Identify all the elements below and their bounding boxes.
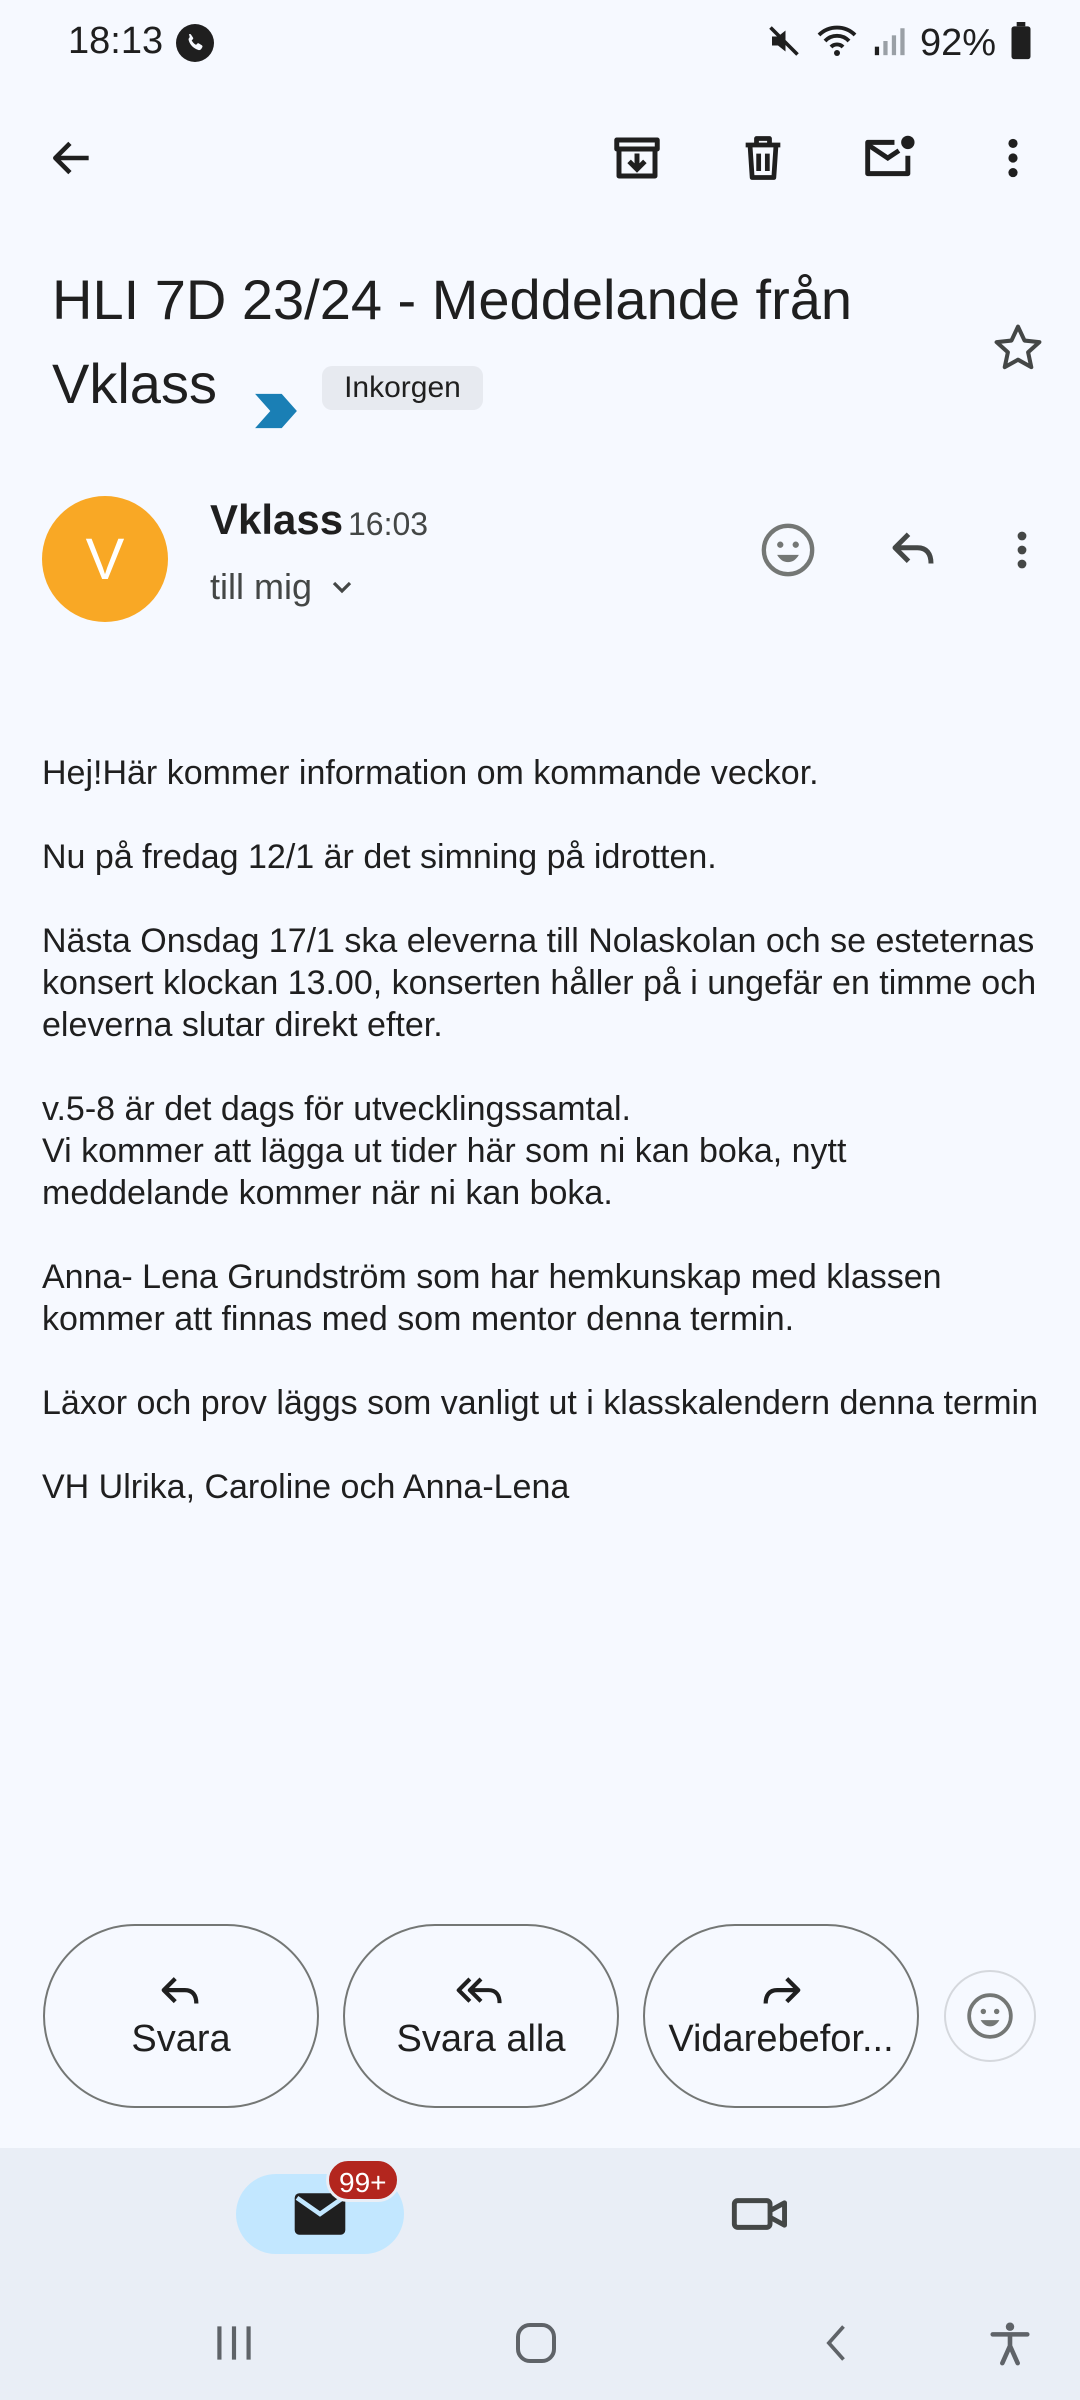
status-bar xyxy=(0,0,1080,86)
delete-icon xyxy=(737,132,789,184)
archive-icon xyxy=(610,131,664,185)
call-icon xyxy=(176,24,214,62)
body-paragraph: Anna- Lena Grundström som har hemkunskap med klassen kommer att finnas med som mentor denna termin. xyxy=(42,1258,942,1338)
status-time: 18:13 xyxy=(68,20,164,62)
body-paragraph: Nu på fredag 12/1 är det simning på idrotten. xyxy=(42,838,717,876)
video-camera-icon xyxy=(731,2191,789,2237)
status-icons xyxy=(766,20,1032,66)
emoji-icon xyxy=(965,1991,1015,2041)
forward-icon xyxy=(758,1972,804,2012)
quick-reply-all-label: Svara alla xyxy=(396,2017,566,2060)
accessibility-icon xyxy=(987,2318,1033,2368)
reply-all-icon xyxy=(455,1972,507,2012)
star-icon xyxy=(991,321,1045,375)
reply-icon xyxy=(886,523,940,577)
system-back-button[interactable] xyxy=(798,2308,878,2378)
tab-meet[interactable] xyxy=(720,2174,800,2254)
bottom-navigation xyxy=(0,2148,1080,2400)
more-options-button[interactable] xyxy=(977,122,1049,194)
inbox-label-chip[interactable]: Inkorgen xyxy=(322,366,483,410)
back-arrow-icon xyxy=(47,133,97,183)
body-paragraph: v.5-8 är det dags för utvecklingssamtal. xyxy=(42,1090,631,1128)
message-more-button[interactable] xyxy=(982,510,1062,590)
archive-button[interactable] xyxy=(601,122,673,194)
signal-icon xyxy=(872,23,906,64)
quick-forward-button[interactable] xyxy=(643,1924,919,2108)
wifi-icon xyxy=(816,23,858,64)
back-button[interactable] xyxy=(36,122,108,194)
quick-reply-button[interactable] xyxy=(43,1924,319,2108)
quick-reply-all-button[interactable] xyxy=(343,1924,619,2108)
star-button[interactable] xyxy=(982,312,1054,384)
email-subject: HLI 7D 23/24 - Meddelande från Vklass xyxy=(52,268,853,415)
mark-unread-button[interactable] xyxy=(854,122,926,194)
sent-time: 16:03 xyxy=(348,506,429,542)
more-vert-icon xyxy=(988,133,1038,183)
quick-reply-label: Svara xyxy=(131,2017,231,2060)
quick-forward-label: Vidarebefor... xyxy=(668,2017,894,2060)
recent-apps-button[interactable] xyxy=(194,2308,274,2378)
accessibility-button[interactable] xyxy=(970,2308,1050,2378)
recipient-toggle[interactable] xyxy=(210,566,358,608)
battery-percent: 92% xyxy=(919,21,996,64)
email-subject-row xyxy=(52,258,952,426)
chevron-left-icon xyxy=(816,2319,860,2367)
top-toolbar xyxy=(0,110,1080,206)
delete-button[interactable] xyxy=(727,122,799,194)
emoji-icon xyxy=(759,521,817,579)
body-signature: VH Ulrika, Caroline och Anna-Lena xyxy=(42,1468,570,1506)
email-body xyxy=(42,752,1042,1550)
home-button[interactable] xyxy=(496,2308,576,2378)
reply-icon xyxy=(158,1972,204,2012)
quick-reaction-button[interactable] xyxy=(944,1970,1036,2062)
mute-icon xyxy=(766,23,802,64)
body-paragraph: Vi kommer att lägga ut tider här som ni kan boka, nytt meddelande kommer när ni kan boka. xyxy=(42,1132,847,1212)
body-paragraph: Läxor och prov läggs som vanligt ut i klasskalendern denna termin xyxy=(42,1384,1038,1422)
body-paragraph: Hej!Här kommer information om kommande veckor. xyxy=(42,754,819,792)
sender-name: Vklass xyxy=(210,496,344,543)
chevron-down-icon xyxy=(326,571,358,603)
reply-button[interactable] xyxy=(873,510,953,590)
add-reaction-button[interactable] xyxy=(748,510,828,590)
mark-unread-icon xyxy=(861,131,919,185)
important-marker-icon[interactable] xyxy=(253,369,299,407)
home-icon xyxy=(512,2319,560,2367)
battery-icon xyxy=(1010,22,1032,65)
unread-count-badge: 99+ xyxy=(326,2158,400,2202)
more-vert-icon xyxy=(998,526,1046,574)
recipient-text: till mig xyxy=(210,566,313,607)
body-paragraph: Nästa Onsdag 17/1 ska eleverna till Nolaskolan och se esteternas konsert klockan 13.00, konserten håller på i ungefär en timme och eleverna slutar direkt efter. xyxy=(42,922,1037,1044)
sender-avatar[interactable]: V xyxy=(42,496,168,622)
recent-apps-icon xyxy=(209,2320,259,2366)
